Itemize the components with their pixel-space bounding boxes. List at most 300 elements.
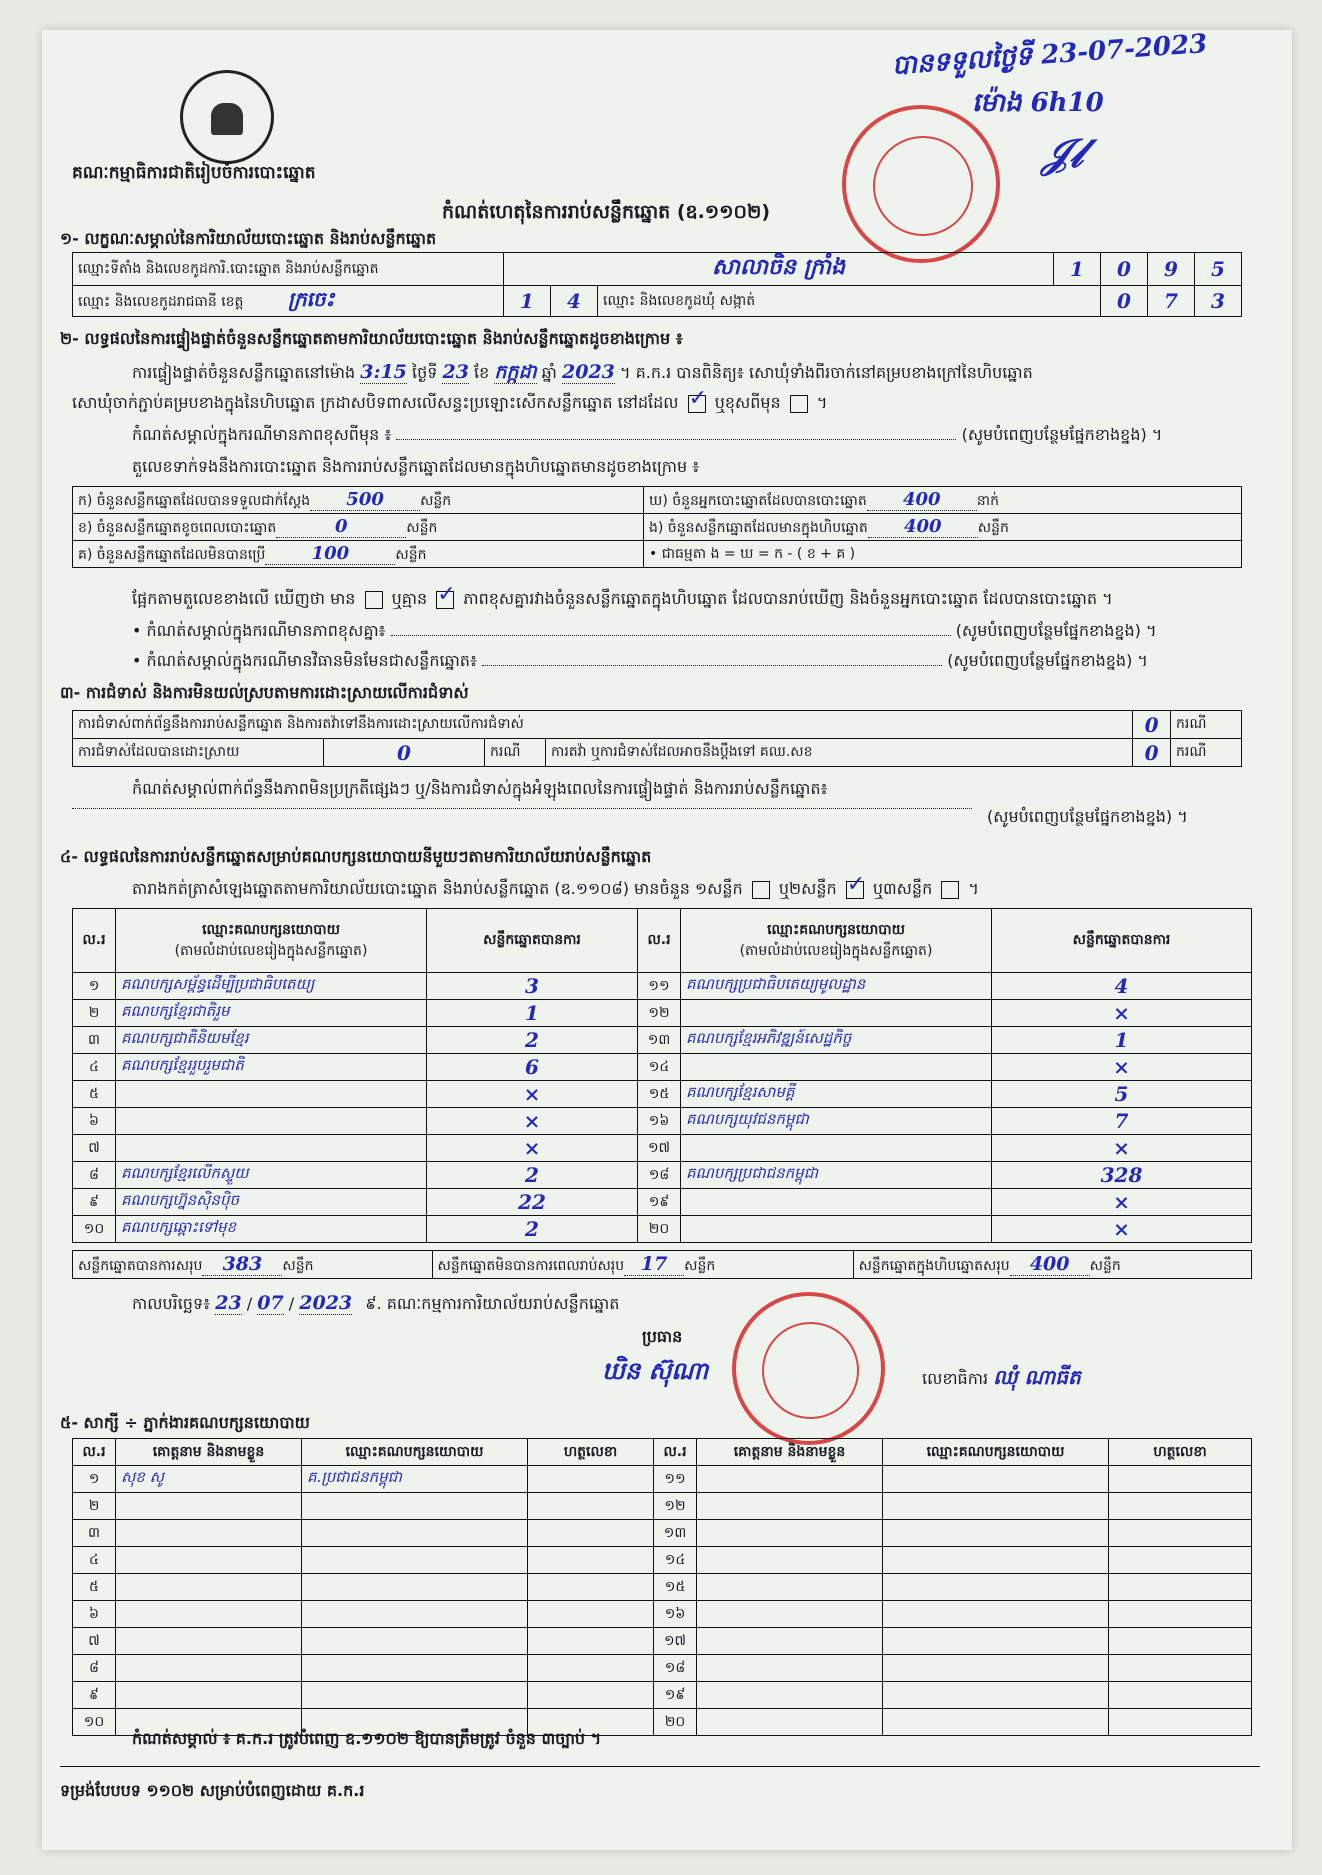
no-difference-checkbox[interactable] [436, 591, 454, 609]
received-time: ម៉ោង 6h10 [972, 88, 1104, 118]
right-votes[interactable]: 4 [992, 973, 1252, 1000]
witness-name-right[interactable] [697, 1709, 883, 1736]
witness-no-left: ៧ [73, 1628, 116, 1655]
right-no: ២០ [638, 1216, 681, 1243]
right-no: ១២ [638, 1000, 681, 1027]
left-votes[interactable]: 3 [427, 973, 638, 1000]
office-code-3: 9 [1148, 253, 1195, 286]
witness-sign-left[interactable] [528, 1655, 654, 1682]
province-name: ក្រចេះ [287, 287, 335, 311]
left-party[interactable]: គណបក្សឆ្ពោះទៅមុខ [116, 1216, 427, 1243]
province-code-1: 1 [504, 286, 551, 317]
commune-label: ឈ្មោះ និងលេខកូដឃុំ សង្កាត់ [598, 286, 1101, 317]
witness-name-right[interactable] [697, 1547, 883, 1574]
figure-d-unit: នាក់ [976, 492, 999, 509]
witness-sign-left[interactable] [528, 1682, 654, 1709]
witness-name-left[interactable] [116, 1520, 302, 1547]
note2-line [132, 620, 1252, 644]
footer-rule [60, 1766, 1260, 1767]
witness-sign-right[interactable] [1109, 1466, 1252, 1493]
verify-text-a: ការផ្ទៀងផ្ទាត់ចំនួនសន្លឹកឆ្នោតនៅម៉ោង [132, 363, 356, 382]
commune-code-2: 7 [1148, 286, 1195, 317]
sheets-line: តារាងកត់ត្រាសំឡេងឆ្នោតតាមការិយាល័យបោះឆ្នោត និងរាប់សន្លឹកឆ្នោត (ឧ.១១០៨) មានចំនួន ១សន្លឹក ឬ២សន្លឹក ✓ ឬ៣សន្លឹក ។ [132, 878, 979, 902]
witness-party-right[interactable] [883, 1709, 1109, 1736]
witness-no-left: ៩ [73, 1682, 116, 1709]
witness-party-right[interactable] [883, 1601, 1109, 1628]
note3-line [132, 650, 1252, 674]
witness-sign-right[interactable] [1109, 1682, 1252, 1709]
right-votes[interactable]: 5 [992, 1081, 1252, 1108]
results-body [73, 973, 1252, 1243]
office-name: សាលាចិន ក្រាំង [504, 253, 1054, 286]
right-no: ១៦ [638, 1108, 681, 1135]
office-code-2: 0 [1101, 253, 1148, 286]
witness-name-right[interactable] [697, 1682, 883, 1709]
secretary-name: ឈុំ ណាធីត [993, 1365, 1081, 1389]
figure-e-label: ង) ចំនួនសន្លឹកឆ្នោតដែលមានក្នុងហិបឆ្នោត [649, 519, 868, 536]
left-party[interactable]: គណបក្សជាតិនិយមខ្មែរ [116, 1027, 427, 1054]
section5-note: កំណត់សម្គាល់ ៖ គ.ក.រ ត្រូវបំពេញ ឧ.១១០២ ឱ្យបានត្រឹមត្រូវ ចំនួន ៣ច្បាប់ ។ [132, 1729, 602, 1748]
figure-a [73, 487, 644, 514]
right-no: ១៨ [638, 1162, 681, 1189]
witness-col-sign-left: ហត្ថលេខា [528, 1439, 654, 1466]
right-no: ១៥ [638, 1081, 681, 1108]
results-row [73, 1081, 1252, 1108]
col-party-left [116, 909, 427, 973]
results-row [73, 1000, 1252, 1027]
witness-name-left[interactable] [116, 1574, 302, 1601]
results-row [73, 1108, 1252, 1135]
right-votes[interactable]: × [992, 1135, 1252, 1162]
witness-party-right[interactable] [883, 1520, 1109, 1547]
figures-intro: តួលេខទាក់ទងនឹងការបោះឆ្នោត និងការរាប់សន្លឹកឆ្នោតដែលមានក្នុងហិបឆ្នោតមានដូចខាងក្រោម ៖ [132, 457, 700, 476]
witness-row [73, 1682, 1252, 1709]
objection-row3-label: ការតវ៉ា ឬការជំទាស់ដែលអាចនឹងប្តឹងទៅ គឈ.សខ [546, 739, 1133, 767]
witness-party-right[interactable] [883, 1466, 1109, 1493]
figure-a-value: 500 [310, 489, 420, 511]
note2-field[interactable] [391, 635, 951, 636]
witness-name-right[interactable] [697, 1574, 883, 1601]
results-table [72, 908, 1252, 1243]
one-sheet-checkbox[interactable] [752, 881, 770, 899]
right-votes[interactable]: 328 [992, 1162, 1252, 1189]
witness-party-left[interactable] [302, 1628, 528, 1655]
col-no-left: ល.រ [73, 909, 116, 973]
witness-body [73, 1466, 1252, 1736]
witness-col-party-left: ឈ្មោះគណបក្សនយោបាយ [302, 1439, 528, 1466]
date-month: 07 [257, 1292, 284, 1314]
objection-row1-label: ការជំទាស់ពាក់ព័ន្ធនឹងការរាប់សន្លឹកឆ្នោត និងការតវ៉ាទៅនឹងការដោះស្រាយលើការជំទាស់ [73, 711, 1133, 739]
figure-formula: • ជាធម្មតា ង = ឃ = ក - ( ខ + គ ) [644, 541, 1242, 568]
witness-no-left: ៥ [73, 1574, 116, 1601]
witness-row [73, 1493, 1252, 1520]
left-no: ២ [73, 1000, 116, 1027]
witness-no-right: ១៩ [654, 1682, 697, 1709]
witness-name-left[interactable] [116, 1628, 302, 1655]
total-box-cell [853, 1251, 1251, 1279]
objection-row2-unit: ករណី [485, 739, 546, 767]
figure-d [644, 487, 1242, 514]
witness-name-right[interactable] [697, 1601, 883, 1628]
witness-party-left[interactable] [302, 1520, 528, 1547]
committee-label: ៩. គណៈកម្មការការិយាល័យរាប់សន្លឹកឆ្នោត [365, 1294, 620, 1313]
col-party-right-title: ឈ្មោះគណបក្សនយោបាយ [767, 921, 905, 938]
col-party-left-sub: (តាមលំដាប់លេខរៀងក្នុងសន្លឹកឆ្នោត) [174, 942, 368, 959]
right-party[interactable]: គណបក្សប្រជាធិបតេយ្យមូលដ្ឋាន [681, 973, 992, 1000]
left-no: ១ [73, 973, 116, 1000]
verify-text-d: ឆ្នាំ [541, 363, 557, 382]
right-party[interactable] [681, 1135, 992, 1162]
two-sheets-checkbox[interactable] [846, 881, 864, 899]
witness-col-name-right: គោត្តនាម និងនាមខ្លួន [697, 1439, 883, 1466]
left-no: ៨ [73, 1162, 116, 1189]
total-box-unit: សន្លឹក [1089, 1257, 1121, 1274]
witness-no-right: ១៤ [654, 1547, 697, 1574]
total-valid-value: 383 [202, 1253, 282, 1276]
witness-name-right[interactable] [697, 1520, 883, 1547]
witness-no-left: ៣ [73, 1520, 116, 1547]
total-invalid-label: សន្លឹកឆ្នោតមិនបានការពេលរាប់សរុប [437, 1257, 625, 1274]
has-difference-checkbox[interactable] [365, 591, 383, 609]
verify-year: 2023 [562, 361, 615, 383]
note3-field[interactable] [482, 665, 942, 666]
right-votes[interactable]: × [992, 1000, 1252, 1027]
witness-party-left[interactable] [302, 1655, 528, 1682]
note1-field[interactable] [396, 439, 956, 440]
left-party[interactable]: គណបក្សសម្ព័ន្ធដើម្បីប្រជាធិបតេយ្យ [116, 973, 427, 1000]
figure-b-unit: សន្លឹក [406, 519, 438, 536]
results-row [73, 1027, 1252, 1054]
left-no: ៦ [73, 1108, 116, 1135]
right-votes[interactable]: × [992, 1189, 1252, 1216]
total-box-value: 400 [1010, 1253, 1090, 1276]
compare-line [132, 588, 1113, 612]
figure-c [73, 541, 644, 568]
witness-no-right: ២០ [654, 1709, 697, 1736]
witness-row [73, 1466, 1252, 1493]
note1-suffix: (សូមបំពេញបន្ថែមផ្នែកខាងខ្នង) ។ [961, 425, 1163, 444]
province-label [73, 286, 504, 317]
two-sheets-text: ឬ២សន្លឹក [778, 879, 837, 898]
left-no: ៧ [73, 1135, 116, 1162]
signature-top: 𝒥𝓁 [1042, 130, 1083, 177]
left-party[interactable]: គណបក្សខ្មែររួបរួមជាតិ [116, 1054, 427, 1081]
witness-col-name-left: គោត្តនាម និងនាមខ្លួន [116, 1439, 302, 1466]
results-row [73, 1054, 1252, 1081]
seal-line: សោឃុំចាក់ភ្ជាប់គម្របខាងក្នុងនៃហិបឆ្នោត ក្រដាសបិទពាសលើសន្ទះប្រឡោះសើកសន្លឹកឆ្នោត នៅដដែល ✓ ឬខុសពីមុន ។ [72, 392, 827, 416]
witness-no-right: ១៥ [654, 1574, 697, 1601]
results-row [73, 1216, 1252, 1243]
objection-row2-label: ការជំទាស់ដែលបានដោះស្រាយ [73, 739, 324, 767]
section1-heading: ១- លក្ខណៈសម្គាល់នៃការិយាល័យបោះឆ្នោត និងរាប់សន្លឹកឆ្នោត [60, 229, 437, 248]
witness-party-right[interactable] [883, 1547, 1109, 1574]
witness-col-party-right: ឈ្មោះគណបក្សនយោបាយ [883, 1439, 1109, 1466]
col-votes-left: សន្លឹកឆ្នោតបានការ [427, 909, 638, 973]
witness-col-no-right: ល.រ [654, 1439, 697, 1466]
figure-e [644, 514, 1242, 541]
chair-name: ឃិន ស៊ុណា [602, 1356, 709, 1385]
witness-party-right[interactable] [883, 1628, 1109, 1655]
left-votes[interactable]: 2 [427, 1162, 638, 1189]
witness-name-right[interactable] [697, 1655, 883, 1682]
objection-row3-unit: ករណី [1171, 739, 1242, 767]
office-label: ឈ្មោះទីតាំង និងលេខកូដការិ.បោះឆ្នោត និងរាប់សន្លឹកឆ្នោត [73, 253, 504, 286]
witness-name-left[interactable]: សុខ សូ [116, 1466, 302, 1493]
figure-a-label: ក) ចំនួនសន្លឹកឆ្នោតដែលបានទទួលជាក់ស្តែង [78, 492, 311, 509]
witness-no-left: ៦ [73, 1601, 116, 1628]
section3-note-suffix: (សូមបំពេញបន្ថែមផ្នែកខាងខ្នង) ។ [987, 807, 1188, 826]
witness-no-left: ១០ [73, 1709, 116, 1736]
figure-c-label: គ) ចំនួនសន្លឹកឆ្នោតដែលមិនបានប្រើ [78, 546, 266, 563]
figures-table [72, 486, 1242, 568]
witness-col-sign-right: ហត្ថលេខា [1109, 1439, 1252, 1466]
witness-name-left[interactable] [116, 1682, 302, 1709]
witness-party-left[interactable] [302, 1574, 528, 1601]
total-valid-label: សន្លឹកឆ្នោតបានការសរុប [78, 1257, 203, 1274]
left-no: ៥ [73, 1081, 116, 1108]
col-party-right-sub: (តាមលំដាប់លេខរៀងក្នុងសន្លឹកឆ្នោត) [739, 942, 933, 959]
right-no: ១៤ [638, 1054, 681, 1081]
compare-tail-text: ភាពខុសគ្នារវាងចំនួនសន្លឹកឆ្នោតក្នុងហិបឆ្នោត ដែលបានរាប់ឃើញ និងចំនួនអ្នកបោះឆ្នោត ដែលបានបោះឆ្នោត ។ [463, 589, 1113, 608]
figure-e-value: 400 [868, 516, 978, 538]
section3-note: កំណត់សម្គាល់ពាក់ព័ន្ធនឹងភាពមិនប្រក្រតីផ្សេងៗ ឬ/និងការជំទាស់ក្នុងអំឡុងពេលនៃការផ្ទៀងផ្ទាត់ និងការរាប់សន្លឹកឆ្នោត៖ [132, 779, 828, 798]
right-votes[interactable]: × [992, 1216, 1252, 1243]
section2-heading: ២- លទ្ធផលនៃការផ្ទៀងផ្ទាត់ចំនួនសន្លឹកឆ្នោតតាមការិយាល័យបោះឆ្នោត និងរាប់សន្លឹកឆ្នោតដូចខាងក្រោម ៖ [60, 329, 683, 348]
witness-name-right[interactable] [697, 1628, 883, 1655]
witness-party-right[interactable] [883, 1493, 1109, 1520]
seal-or-text: ឬខុសពីមុន [714, 393, 781, 412]
witness-row [73, 1655, 1252, 1682]
section3-heading: ៣- ការជំទាស់ និងការមិនយល់ស្របតាមការដោះស្រាយលើការជំទាស់ [60, 683, 469, 702]
unchanged-checkbox[interactable] [688, 395, 706, 413]
right-votes[interactable]: 7 [992, 1108, 1252, 1135]
witness-sign-left[interactable] [528, 1628, 654, 1655]
left-votes[interactable]: × [427, 1081, 638, 1108]
witness-sign-left[interactable] [528, 1601, 654, 1628]
witness-party-right[interactable] [883, 1655, 1109, 1682]
verify-line [132, 360, 1033, 388]
witness-sign-left[interactable] [528, 1574, 654, 1601]
three-sheets-checkbox[interactable] [941, 881, 959, 899]
compare-or-text: ឬគ្មាន [391, 589, 428, 608]
results-row [73, 1135, 1252, 1162]
witness-sign-right[interactable] [1109, 1547, 1252, 1574]
witness-no-left: ៤ [73, 1547, 116, 1574]
left-party[interactable]: គណបក្សខ្មែរជាតិរួម [116, 1000, 427, 1027]
witness-sign-left[interactable] [528, 1466, 654, 1493]
witness-table [72, 1438, 1252, 1736]
verify-month: កក្កដា [494, 361, 537, 383]
left-party[interactable] [116, 1108, 427, 1135]
total-valid-unit: សន្លឹក [282, 1257, 314, 1274]
witness-name-left[interactable] [116, 1547, 302, 1574]
objections-table [72, 710, 1242, 767]
figure-b-value: 0 [276, 516, 406, 538]
witness-name-right[interactable] [697, 1493, 883, 1520]
objection-row1-unit: ករណី [1171, 711, 1242, 739]
results-row [73, 1162, 1252, 1189]
figure-d-label: ឃ) ចំនួនអ្នកបោះឆ្នោតដែលបានបោះឆ្នោត [649, 492, 867, 509]
left-votes[interactable]: 2 [427, 1027, 638, 1054]
witness-no-right: ១៧ [654, 1628, 697, 1655]
official-stamp-top [842, 105, 1000, 263]
left-no: ៣ [73, 1027, 116, 1054]
witness-no-right: ១៨ [654, 1655, 697, 1682]
figure-d-value: 400 [867, 489, 977, 511]
figure-a-unit: សន្លឹក [420, 492, 452, 509]
witness-no-left: ១ [73, 1466, 116, 1493]
office-id-table [72, 252, 1242, 317]
note2-suffix: (សូមបំពេញបន្ថែមផ្នែកខាងខ្នង) ។ [955, 621, 1157, 640]
witness-sign-left[interactable] [528, 1520, 654, 1547]
total-invalid-value: 17 [624, 1253, 684, 1276]
chair-title: ប្រធាន [642, 1327, 683, 1346]
commune-code-3: 3 [1195, 286, 1242, 317]
col-votes-right: សន្លឹកឆ្នោតបានការ [992, 909, 1252, 973]
objection-row1-value: 0 [1133, 711, 1171, 739]
left-votes[interactable]: 22 [427, 1189, 638, 1216]
right-party[interactable]: គណបក្សខ្មែរអភិវឌ្ឍន៍សេដ្ឋកិច្ច [681, 1027, 992, 1054]
date-label: កាលបរិច្ឆេទ៖ [132, 1294, 211, 1313]
right-party[interactable]: គណបក្សខ្មែរសាមគ្គី [681, 1081, 992, 1108]
commune-code-1: 0 [1101, 286, 1148, 317]
total-valid-cell [73, 1251, 433, 1279]
figure-b-label: ខ) ចំនួនសន្លឹកឆ្នោតខូចពេលបោះឆ្នោត [78, 519, 277, 536]
date-year: 2023 [299, 1292, 353, 1314]
witness-party-right[interactable] [883, 1574, 1109, 1601]
witness-name-left[interactable] [116, 1655, 302, 1682]
province-label-text: ឈ្មោះ និងលេខកូដរាជធានី ខេត្ត [78, 294, 244, 310]
witness-name-left[interactable] [116, 1493, 302, 1520]
office-code-4: 5 [1195, 253, 1242, 286]
witness-no-right: ១៦ [654, 1601, 697, 1628]
witness-row [73, 1547, 1252, 1574]
results-row [73, 973, 1252, 1000]
nec-emblem-icon [180, 70, 274, 164]
witness-sign-right[interactable] [1109, 1493, 1252, 1520]
left-no: ៩ [73, 1189, 116, 1216]
secretary-line [922, 1364, 1081, 1394]
figure-e-unit: សន្លឹក [977, 519, 1009, 536]
col-no-right: ល.រ [638, 909, 681, 973]
right-party[interactable] [681, 1189, 992, 1216]
witness-party-left[interactable] [302, 1547, 528, 1574]
left-votes[interactable]: × [427, 1108, 638, 1135]
witness-col-no-left: ល.រ [73, 1439, 116, 1466]
left-no: ៤ [73, 1054, 116, 1081]
witness-sign-right[interactable] [1109, 1655, 1252, 1682]
right-party[interactable]: គណបក្សយុវជនកម្ពុជា [681, 1108, 992, 1135]
verify-text-b: ថ្ងៃទី [412, 363, 438, 382]
witness-row [73, 1520, 1252, 1547]
date-line: កាលបរិច្ឆេទ៖ 23 / 07 / 2023 ៩. គណៈកម្មការការិយាល័យរាប់សន្លឹកឆ្នោត [132, 1292, 620, 1314]
verify-time: 3:15 [360, 361, 407, 383]
witness-party-left[interactable] [302, 1601, 528, 1628]
right-party[interactable] [681, 1216, 992, 1243]
witness-no-right: ១២ [654, 1493, 697, 1520]
left-party[interactable]: គណបក្សខ្មែរលើកស្ទួយ [116, 1162, 427, 1189]
witness-party-left[interactable]: គ.ប្រជាជនកម្ពុជា [302, 1466, 528, 1493]
right-no: ១៣ [638, 1027, 681, 1054]
witness-sign-right[interactable] [1109, 1601, 1252, 1628]
total-invalid-cell [432, 1251, 853, 1279]
section5-heading: ៥- សាក្សី ÷ ភ្នាក់ងារគណបក្សនយោបាយ [60, 1413, 310, 1432]
witness-name-right[interactable] [697, 1466, 883, 1493]
figure-c-value: 100 [265, 543, 395, 565]
right-party[interactable]: គណបក្សប្រជាជនកម្ពុជា [681, 1162, 992, 1189]
note1-label: កំណត់សម្គាល់ក្នុងករណីមានភាពខុសពីមុន ៖ [132, 425, 392, 444]
figure-b [73, 514, 644, 541]
witness-party-right[interactable] [883, 1682, 1109, 1709]
objection-row3-value: 0 [1133, 739, 1171, 767]
witness-sign-right[interactable] [1109, 1628, 1252, 1655]
sheets-text: តារាងកត់ត្រាសំឡេងឆ្នោតតាមការិយាល័យបោះឆ្នោត និងរាប់សន្លឹកឆ្នោត (ឧ.១១០៨) មានចំនួន ១សន្លឹក [132, 879, 743, 898]
left-votes[interactable]: × [427, 1135, 638, 1162]
witness-sign-right[interactable] [1109, 1520, 1252, 1547]
seal-text: សោឃុំចាក់ភ្ជាប់គម្របខាងក្នុងនៃហិបឆ្នោត ក្រដាសបិទពាសលើសន្ទះប្រឡោះសើកសន្លឹកឆ្នោត នៅដដែល [72, 393, 679, 412]
note3-label: • កំណត់សម្គាល់ក្នុងករណីមានវិធានមិនមែនជាសន្លឹកឆ្នោត៖ [132, 651, 477, 670]
right-votes[interactable]: 1 [992, 1027, 1252, 1054]
form-sheet [42, 30, 1292, 1850]
witness-sign-right[interactable] [1109, 1574, 1252, 1601]
secretary-title: លេខាធិការ [922, 1369, 989, 1388]
changed-checkbox[interactable] [790, 395, 808, 413]
left-votes[interactable]: 1 [427, 1000, 638, 1027]
verify-text-e: ។ គ.ក.រ បានពិនិត្យ៖ សោឃុំទាំងពីរចាក់នៅគម្របខាងក្រៅនៃហិបឆ្នោត [619, 363, 1033, 382]
witness-party-left[interactable] [302, 1682, 528, 1709]
left-no: ១០ [73, 1216, 116, 1243]
right-party[interactable] [681, 1000, 992, 1027]
right-no: ១៧ [638, 1135, 681, 1162]
received-note: បានទទួលថ្ងៃទី 23-07-2023 [891, 29, 1209, 81]
total-box-label: សន្លឹកឆ្នោតក្នុងហិបឆ្នោតសរុប [858, 1257, 1010, 1274]
total-invalid-unit: សន្លឹក [684, 1257, 716, 1274]
left-votes[interactable]: 2 [427, 1216, 638, 1243]
witness-no-left: ២ [73, 1493, 116, 1520]
verify-text-c: ខែ [474, 363, 490, 382]
footer-text: ទម្រង់បែបបទ ១១០២ សម្រាប់បំពេញដោយ គ.ក.រ [60, 1781, 365, 1800]
left-party[interactable] [116, 1135, 427, 1162]
witness-no-right: ១៣ [654, 1520, 697, 1547]
left-party[interactable] [116, 1081, 427, 1108]
witness-name-left[interactable] [116, 1601, 302, 1628]
witness-no-left: ៨ [73, 1655, 116, 1682]
left-votes[interactable]: 6 [427, 1054, 638, 1081]
right-party[interactable] [681, 1054, 992, 1081]
totals-table [72, 1250, 1252, 1279]
witness-party-left[interactable] [302, 1493, 528, 1520]
form-title: កំណត់ហេតុនៃការរាប់សន្លឹកឆ្នោត (ឧ.១១០២) [442, 201, 771, 223]
right-no: ១១ [638, 973, 681, 1000]
right-votes[interactable]: × [992, 1054, 1252, 1081]
compare-text: ផ្អែកតាមតួលេខខាងលើ ឃើញថា មាន [132, 589, 356, 608]
col-party-right [681, 909, 992, 973]
witness-sign-left[interactable] [528, 1493, 654, 1520]
witness-sign-right[interactable] [1109, 1709, 1252, 1736]
witness-row [73, 1574, 1252, 1601]
left-party[interactable]: គណបក្សហ្វ៊ុនស៊ិនប៉ិច [116, 1189, 427, 1216]
witness-no-right: ១១ [654, 1466, 697, 1493]
date-day: 23 [215, 1292, 242, 1314]
issuer: គណៈកម្មាធិការជាតិរៀបចំការបោះឆ្នោត [72, 163, 316, 183]
three-sheets-text: ឬ៣សន្លឹក [872, 879, 933, 898]
note2-label: • កំណត់សម្គាល់ក្នុងករណីមានភាពខុសគ្នា៖ [132, 621, 386, 640]
note3-suffix: (សូមបំពេញបន្ថែមផ្នែកខាងខ្នង) ។ [947, 651, 1148, 670]
province-code-2: 4 [551, 286, 598, 317]
section3-note-field[interactable] [72, 808, 972, 809]
objection-row2-value: 0 [324, 739, 485, 767]
witness-sign-left[interactable] [528, 1547, 654, 1574]
